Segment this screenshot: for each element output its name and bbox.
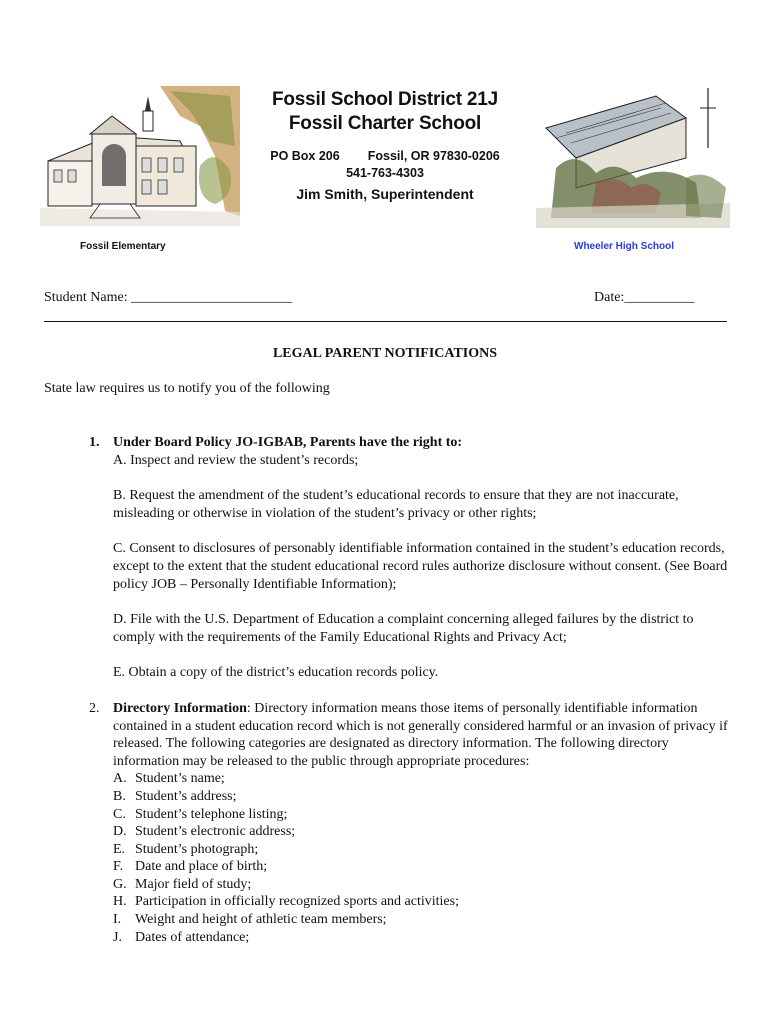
item-2-text: : Directory information means those items of personally identifiable information contained in a student education record which is not generally considered harmful or an invasion of privacy if released. The following categories are designated as directory information. The following directory information may be released to the public through appropriate procedures: <box>113 700 728 769</box>
po-box: PO Box 206 <box>270 149 340 163</box>
phone-number: 541-763-4303 <box>346 166 424 180</box>
address-line <box>240 148 530 165</box>
item-1-a: A. Inspect and review the student’s records; <box>113 452 359 468</box>
list-item-text: Date and place of birth; <box>135 859 268 875</box>
item-number: 1. <box>89 435 100 450</box>
item-2-heading: Directory Information <box>113 700 247 716</box>
item-1-e: E. Obtain a copy of the district’s education records policy. <box>113 665 439 681</box>
list-item-text: Student’s name; <box>135 771 225 787</box>
caption-fossil-elementary: Fossil Elementary <box>80 241 166 252</box>
document-title: LEGAL PARENT NOTIFICATIONS <box>272 346 498 361</box>
school-name: Fossil Charter School <box>288 113 482 134</box>
date-field: Date:__________ <box>594 290 695 305</box>
list-item-text: Weight and height of athletic team members; <box>135 912 387 928</box>
list-item-letter: B. <box>113 788 126 804</box>
list-item-text: Participation in officially recognized sports and activities; <box>135 894 459 910</box>
item-1-d: D. File with the U.S. Department of Education a complaint concerning alleged failures by the district to comply with the requirements of the Family Educational Rights and Privacy Act; <box>113 612 694 645</box>
item-number: 2. <box>89 700 100 716</box>
item-2-paragraph <box>113 700 730 770</box>
list-item <box>113 893 730 911</box>
list-item-letter: E. <box>113 841 126 857</box>
list-item <box>113 911 730 929</box>
list-item-letter: F. <box>113 859 124 875</box>
superintendent: Jim Smith, Superintendent <box>296 186 474 202</box>
list-item <box>113 770 730 788</box>
list-item-letter: D. <box>113 824 127 840</box>
list-item-text: Major field of study; <box>135 876 252 892</box>
student-name-field: Student Name: _______________________ <box>44 290 293 305</box>
divider-line <box>44 321 727 322</box>
list-item-letter: C. <box>113 806 126 822</box>
list-item-1 <box>0 434 770 682</box>
list-item-letter: A. <box>113 771 127 787</box>
district-name: Fossil School District 21J <box>271 89 499 110</box>
item-1-b: B. Request the amendment of the student’s educational records to ensure that they are not inaccurate, misleading or otherwise in violation of the student’s privacy or other rights; <box>113 488 679 521</box>
list-item-letter: H. <box>113 894 127 910</box>
list-item <box>113 929 730 947</box>
list-item-text: Student’s address; <box>135 788 237 804</box>
directory-categories <box>113 770 730 946</box>
list-item <box>113 876 730 894</box>
item-1-c: C. Consent to disclosures of personably identifiable information contained in the student’s education records, except to the extent that the student educational record rules authorize disclosure without consent. (See Board policy JOB – Personally Identifiable Information); <box>113 541 728 592</box>
list-item <box>113 858 730 876</box>
list-item <box>113 806 730 824</box>
list-item <box>113 788 730 806</box>
city-state-zip: Fossil, OR 97830-0206 <box>367 149 500 163</box>
fossil-elementary-sketch <box>40 86 240 226</box>
district-header <box>240 88 530 204</box>
list-item-text: Student’s telephone listing; <box>135 806 288 822</box>
list-item-2 <box>0 700 770 946</box>
item-1-heading: Under Board Policy JO-IGBAB, Parents have the right to: <box>113 435 463 450</box>
caption-wheeler-high-school: Wheeler High School <box>574 241 675 252</box>
list-item-text: Student’s photograph; <box>135 841 259 857</box>
list-item <box>113 841 730 859</box>
list-item-letter: I. <box>113 912 122 928</box>
list-item-text: Dates of attendance; <box>135 929 250 945</box>
list-item <box>113 823 730 841</box>
intro-text: State law requires us to notify you of the following <box>44 381 330 396</box>
list-item-text: Student’s electronic address; <box>135 824 296 840</box>
list-item-letter: G. <box>113 876 127 892</box>
notifications-list <box>0 434 770 946</box>
wheeler-high-school-sketch <box>536 88 730 228</box>
list-item-letter: J. <box>113 929 122 945</box>
